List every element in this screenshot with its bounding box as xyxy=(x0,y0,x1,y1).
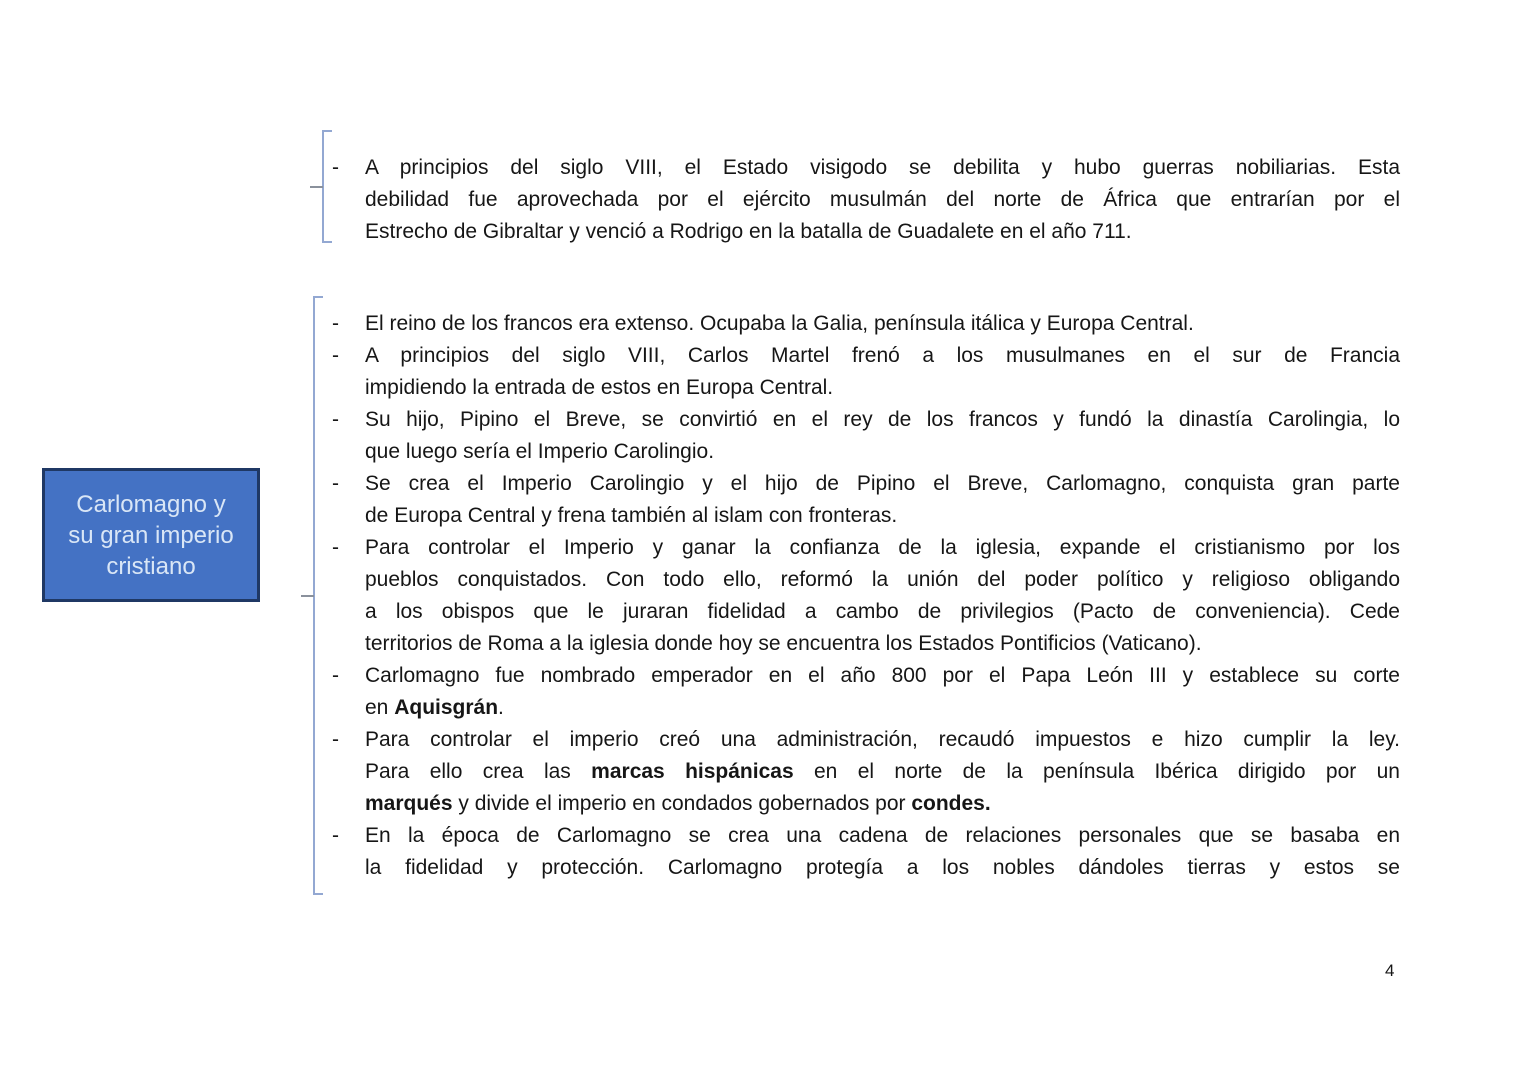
bracket-midpoint-tick xyxy=(301,595,314,597)
text-segment: en el norte de la península Ibérica dirigido por un xyxy=(793,760,1400,783)
text-block-carolingian xyxy=(332,308,1400,884)
text-line xyxy=(365,756,1400,788)
text-line xyxy=(365,500,1400,532)
text-line xyxy=(365,692,1400,724)
text-segment: a los obispos que le juraran fidelidad a cambo de privilegios (Pacto de conveniencia). Cede xyxy=(365,600,1400,623)
bold-text-segment: marcas hispánicas xyxy=(591,760,794,783)
bullet-dash: - xyxy=(332,408,339,431)
page-number: 4 xyxy=(1385,961,1395,980)
text-line xyxy=(365,628,1400,660)
bullet-dash: - xyxy=(332,472,339,495)
bullet-item xyxy=(332,308,1400,340)
bold-text-segment: marqués xyxy=(365,792,453,815)
text-line xyxy=(365,852,1400,884)
text-line xyxy=(365,564,1400,596)
text-segment: Se crea el Imperio Carolingio y el hijo de Pipino el Breve, Carlomagno, conquista gran parte xyxy=(365,472,1400,495)
text-segment: y divide el imperio en condados gobernados por xyxy=(452,792,912,815)
bold-text-segment: Aquisgrán xyxy=(394,696,499,719)
text-segment: en xyxy=(365,696,395,719)
bullet-dash: - xyxy=(332,824,339,847)
text-segment: Para controlar el imperio creó una administración, recaudó impuestos e hizo cumplir la ley. xyxy=(365,728,1400,751)
text-line xyxy=(365,216,1400,248)
topic-box-carlomagno xyxy=(42,468,260,602)
bullet-dash: - xyxy=(332,664,339,687)
text-segment: Para ello crea las xyxy=(365,760,592,783)
bullet-item xyxy=(332,468,1400,532)
bullet-text xyxy=(365,724,1400,820)
text-segment: de Europa Central y frena también al islam con fronteras. xyxy=(365,504,898,527)
text-line xyxy=(365,820,1400,852)
text-line xyxy=(365,404,1400,436)
text-block-visigoth xyxy=(332,152,1400,248)
text-segment: Su hijo, Pipino el Breve, se convirtió en el rey de los francos y fundó la dinastía Carolingia, lo xyxy=(365,408,1400,431)
bullet-item xyxy=(332,660,1400,724)
bullet-text xyxy=(365,404,1400,468)
bullet-dash: - xyxy=(332,728,339,751)
text-segment: Estrecho de Gibraltar y venció a Rodrigo en la batalla de Guadalete en el año 711. xyxy=(365,220,1132,243)
text-segment: territorios de Roma a la iglesia donde hoy se encuentra los Estados Pontificios (Vaticano). xyxy=(365,632,1202,655)
bullet-text xyxy=(365,152,1400,248)
bullet-text xyxy=(365,820,1400,884)
bold-text-segment: condes. xyxy=(911,792,991,815)
text-line xyxy=(365,660,1400,692)
text-line xyxy=(365,436,1400,468)
text-segment: debilidad fue aprovechada por el ejército musulmán del norte de África que entrarían por el xyxy=(365,188,1400,211)
bullet-item xyxy=(332,724,1400,820)
text-line xyxy=(365,468,1400,500)
text-segment: Carlomagno fue nombrado emperador en el año 800 por el Papa León III y establece su corte xyxy=(365,664,1400,687)
bullet-text xyxy=(365,660,1400,724)
bullet-text xyxy=(365,468,1400,532)
bullet-text xyxy=(365,308,1400,340)
text-line xyxy=(365,596,1400,628)
text-segment: impidiendo la entrada de estos en Europa Central. xyxy=(365,376,834,399)
text-line xyxy=(365,340,1400,372)
text-line xyxy=(365,724,1400,756)
bullet-text xyxy=(365,532,1400,660)
text-line xyxy=(365,532,1400,564)
text-segment: En la época de Carlomagno se crea una cadena de relaciones personales que se basaba en xyxy=(365,824,1400,847)
bullet-item xyxy=(332,340,1400,404)
text-segment: la fidelidad y protección. Carlomagno protegía a los nobles dándoles tierras y estos se xyxy=(365,856,1400,879)
bullet-item xyxy=(332,404,1400,468)
bullet-dash: - xyxy=(332,312,339,335)
bullet-dash: - xyxy=(332,344,339,367)
text-line xyxy=(365,184,1400,216)
left-bracket-shape-2 xyxy=(313,296,323,895)
bullet-item xyxy=(332,532,1400,660)
text-segment: A principios del siglo VIII, Carlos Martel frenó a los musulmanes en el sur de Francia xyxy=(365,344,1400,367)
topic-box-title-line: Carlomagno y xyxy=(76,490,226,518)
text-line xyxy=(365,308,1400,340)
text-segment: . xyxy=(498,696,504,719)
bullet-text xyxy=(365,340,1400,404)
text-segment: pueblos conquistados. Con todo ello, reformó la unión del poder político y religioso obligando xyxy=(365,568,1400,591)
topic-box-title-line: su gran imperio xyxy=(68,521,234,549)
text-segment: El reino de los francos era extenso. Ocupaba la Galia, península itálica y Europa Central. xyxy=(365,312,1194,335)
bullet-dash: - xyxy=(332,536,339,559)
bracket-midpoint-tick xyxy=(310,186,323,188)
bullet-item xyxy=(332,152,1400,248)
topic-box-title-line: cristiano xyxy=(106,552,196,580)
text-segment: Para controlar el Imperio y ganar la confianza de la iglesia, expande el cristianismo por los xyxy=(365,536,1400,559)
text-line xyxy=(365,372,1400,404)
bullet-item xyxy=(332,820,1400,884)
text-line xyxy=(365,788,1400,820)
text-line xyxy=(365,152,1400,184)
text-segment: A principios del siglo VIII, el Estado visigodo se debilita y hubo guerras nobiliarias. Esta xyxy=(365,156,1400,179)
left-bracket-shape-1 xyxy=(322,130,332,243)
text-segment: que luego sería el Imperio Carolingio. xyxy=(365,440,715,463)
bullet-dash: - xyxy=(332,156,339,179)
